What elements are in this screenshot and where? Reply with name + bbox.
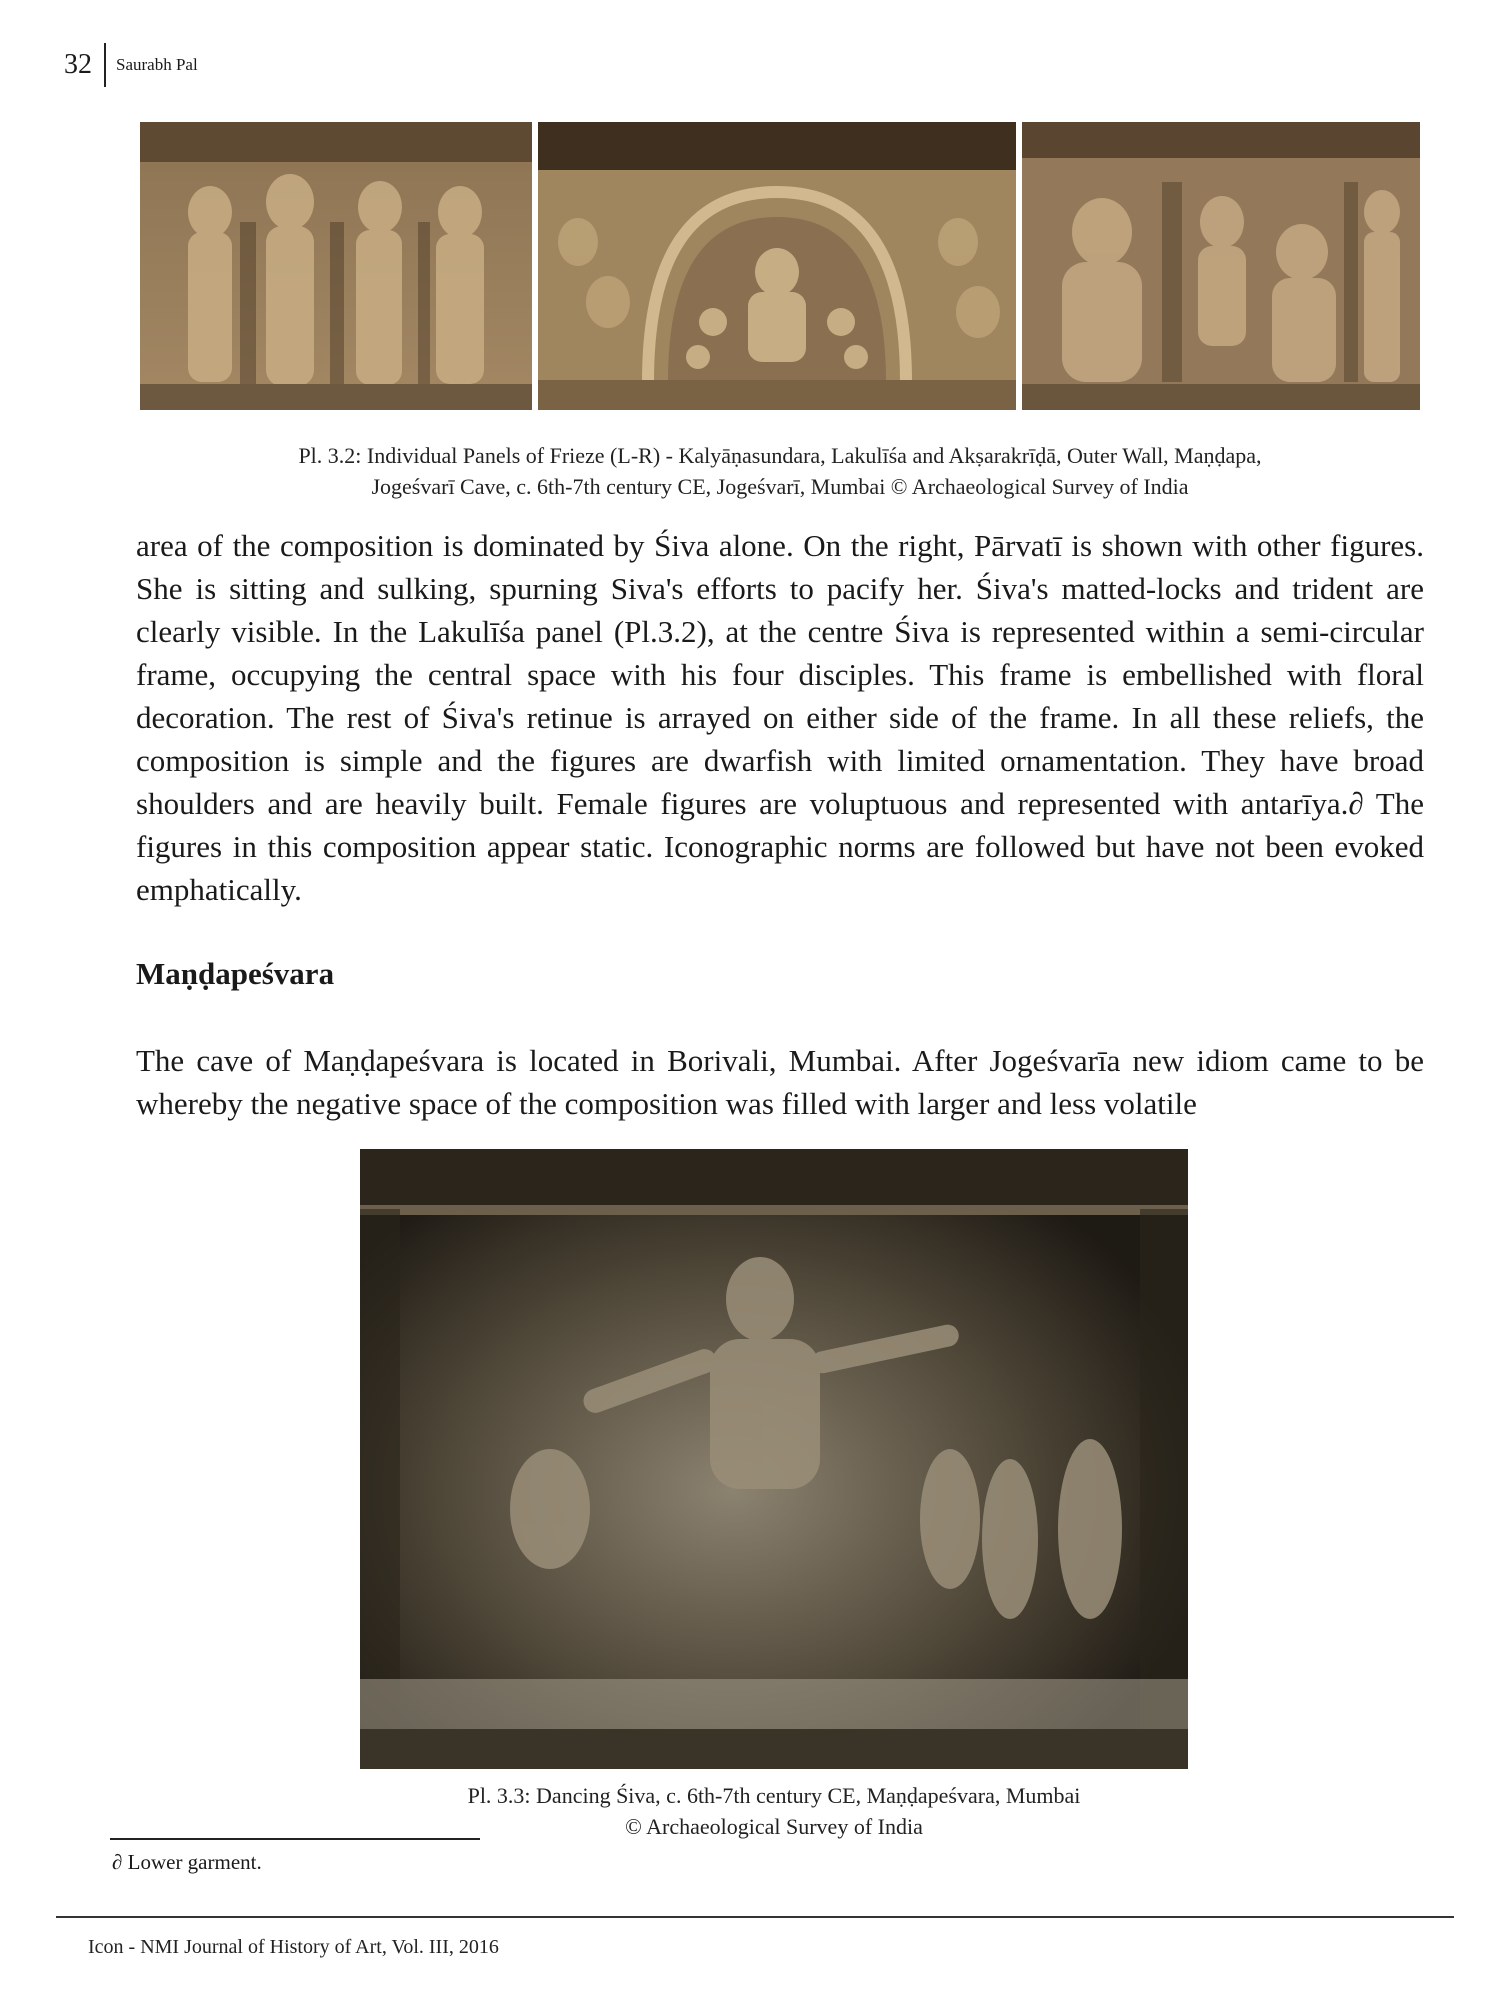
figure-3-3-caption xyxy=(360,1780,1188,1842)
footnote-text: ∂ Lower garment. xyxy=(112,1850,262,1874)
figure-3-3-caption-line2: © Archaeological Survey of India xyxy=(625,1814,923,1839)
figure-3-2-caption-line2: Jogeśvarī Cave, c. 6th-7th century CE, Jogeśvarī, Mumbai © Archaeological Survey of India xyxy=(371,474,1189,499)
lakulisa-panel-image xyxy=(538,122,1016,410)
footer-divider xyxy=(56,1916,1454,1918)
author-name: Saurabh Pal xyxy=(116,55,198,74)
footnote-divider xyxy=(110,1838,480,1840)
section-heading: Maṇḍapeśvara xyxy=(136,956,335,991)
kalyanasundara-panel-image xyxy=(140,122,532,410)
figure-3-3-caption-line1: Pl. 3.3: Dancing Śiva, c. 6th-7th century CE, Maṇḍapeśvara, Mumbai xyxy=(467,1783,1081,1808)
frieze-panels-figure xyxy=(140,122,1420,410)
running-header xyxy=(64,44,198,86)
figure-3-2-caption xyxy=(140,440,1420,502)
page-number: 32 xyxy=(64,49,92,80)
body-paragraph-1: area of the composition is dominated by Śiva alone. On the right, Pārvatī is shown with other figures. She is sitting and sulking, spurning Siva's efforts to pacify her. Śiva's matted-locks and trident are clearly visible. In the Lakulīśa panel (Pl.3.2), at the centre Śiva is represented within a semi-circular frame, occupying the central space with his four disciples. This frame is embellished with floral decoration. The rest of Śiva's retinue is arrayed on either side of the frame. In all these reliefs, the composition is simple and the figures are dwarfish with limited ornamentation. They have broad shoulders and are heavily built. Female figures are voluptuous and represented with antarīya.∂ The figures in this composition appear static. Iconographic norms are followed but have not been evoked emphatically. xyxy=(136,528,1424,907)
journal-footer: Icon - NMI Journal of History of Art, Vol. III, 2016 xyxy=(88,1936,499,1958)
header-divider xyxy=(104,43,106,87)
body-paragraph-2: The cave of Maṇḍapeśvara is located in Borivali, Mumbai. After Jogeśvarīa new idiom came to be whereby the negative space of the composition was filled with larger and less volatile xyxy=(136,1043,1424,1121)
dancing-siva-photo xyxy=(360,1149,1188,1769)
aksarakrida-panel-image xyxy=(1022,122,1420,410)
figure-3-2-caption-line1: Pl. 3.2: Individual Panels of Frieze (L-R) - Kalyāṇasundara, Lakulīśa and Akṣarakrīḍā, Outer Wall, Maṇḍapa, xyxy=(298,443,1262,468)
